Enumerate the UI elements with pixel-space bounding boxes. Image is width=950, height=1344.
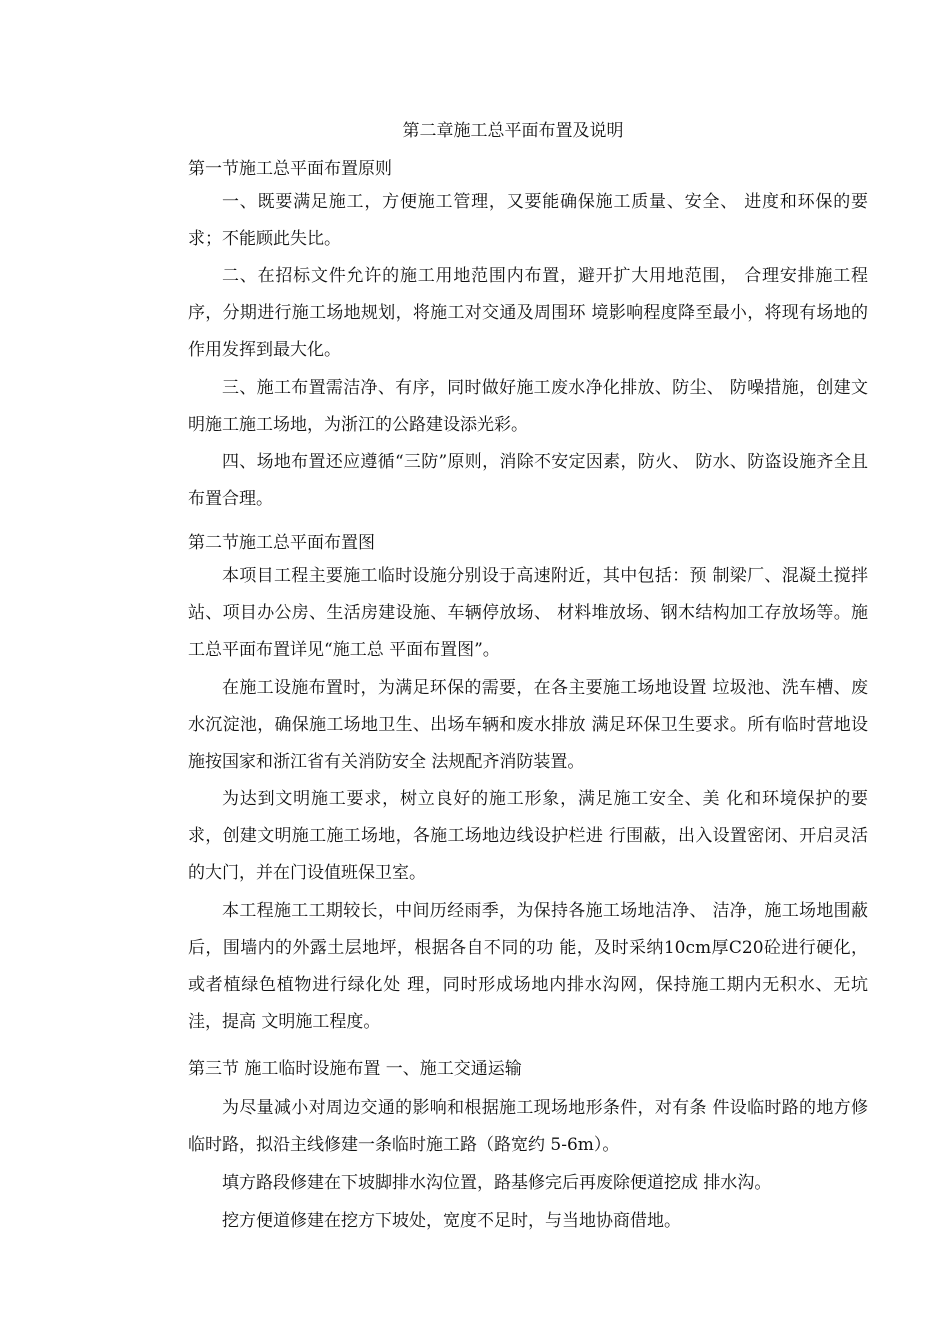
section-heading: 第一节施工总平面布置原则 xyxy=(188,159,392,179)
paragraph: 为尽量减小对周边交通的影响和根据施工现场地形条件，对有条 件设临时路的地方修临时路，拟沿主线修建一条临时施工路（路宽约 5-6m）。 xyxy=(188,1098,868,1155)
paragraph: 本项目工程主要施工临时设施分别设于高速附近，其中包括：预 制梁厂、混凝土搅拌站、项目办公房、生活房建设施、车辆停放场、 材料堆放场、钢木结构加工存放场等。施工总平面布置详见“施工总 平面布置图”。 xyxy=(188,566,868,660)
paragraph: 四、场地布置还应遵循“三防”原则，消除不安定因素，防火、 防水、防盗设施齐全且布置合理。 xyxy=(188,452,868,509)
chapter-title: 第二章施工总平面布置及说明 xyxy=(402,121,624,141)
paragraph: 挖方便道修建在挖方下坡处，宽度不足时，与当地协商借地。 xyxy=(222,1211,681,1231)
paragraph: 一、既要满足施工，方便施工管理，又要能确保施工质量、安全、 进度和环保的要求；不能顾此失比。 xyxy=(188,192,868,249)
section-heading: 第三节 施工临时设施布置 一、施工交通运输 xyxy=(188,1059,522,1079)
paragraph: 在施工设施布置时，为满足环保的需要，在各主要施工场地设置 垃圾池、洗车槽、废水沉淀池，确保施工场地卫生、出场车辆和废水排放 满足环保卫生要求。所有临时营地设施按国家和浙江省有关消防安全 法规配齐消防装置。 xyxy=(188,678,868,772)
paragraph: 三、施工布置需洁净、有序，同时做好施工废水净化排放、防尘、 防噪措施，创建文明施工施工场地，为浙江的公路建设添光彩。 xyxy=(188,378,868,435)
paragraph: 填方路段修建在下坡脚排水沟位置，路基修完后再废除便道挖成 排水沟。 xyxy=(222,1173,772,1193)
section-heading: 第二节施工总平面布置图 xyxy=(188,533,375,553)
paragraph: 本工程施工工期较长，中间历经雨季，为保持各施工场地洁净、 洁净，施工场地围蔽后，围墙内的外露土层地坪，根据各自不同的功 能，及时采纳10cm厚C20砼进行硬化，或者植绿色植物进行绿化处 理，同时形成场地内排水沟网，保持施工期内无积水、无坑洼，提高 文明施工程度。 xyxy=(188,901,868,1032)
paragraph: 为达到文明施工要求，树立良好的施工形象，满足施工安全、美 化和环境保护的要求，创建文明施工施工场地，各施工场地边线设护栏进 行围蔽，出入设置密闭、开启灵活的大门，并在门设值班保卫室。 xyxy=(188,789,868,883)
paragraph: 二、在招标文件允许的施工用地范围内布置，避开扩大用地范围， 合理安排施工程序，分期进行施工场地规划，将施工对交通及周围环 境影响程度降至最小，将现有场地的作用发挥到最大化。 xyxy=(188,266,868,360)
